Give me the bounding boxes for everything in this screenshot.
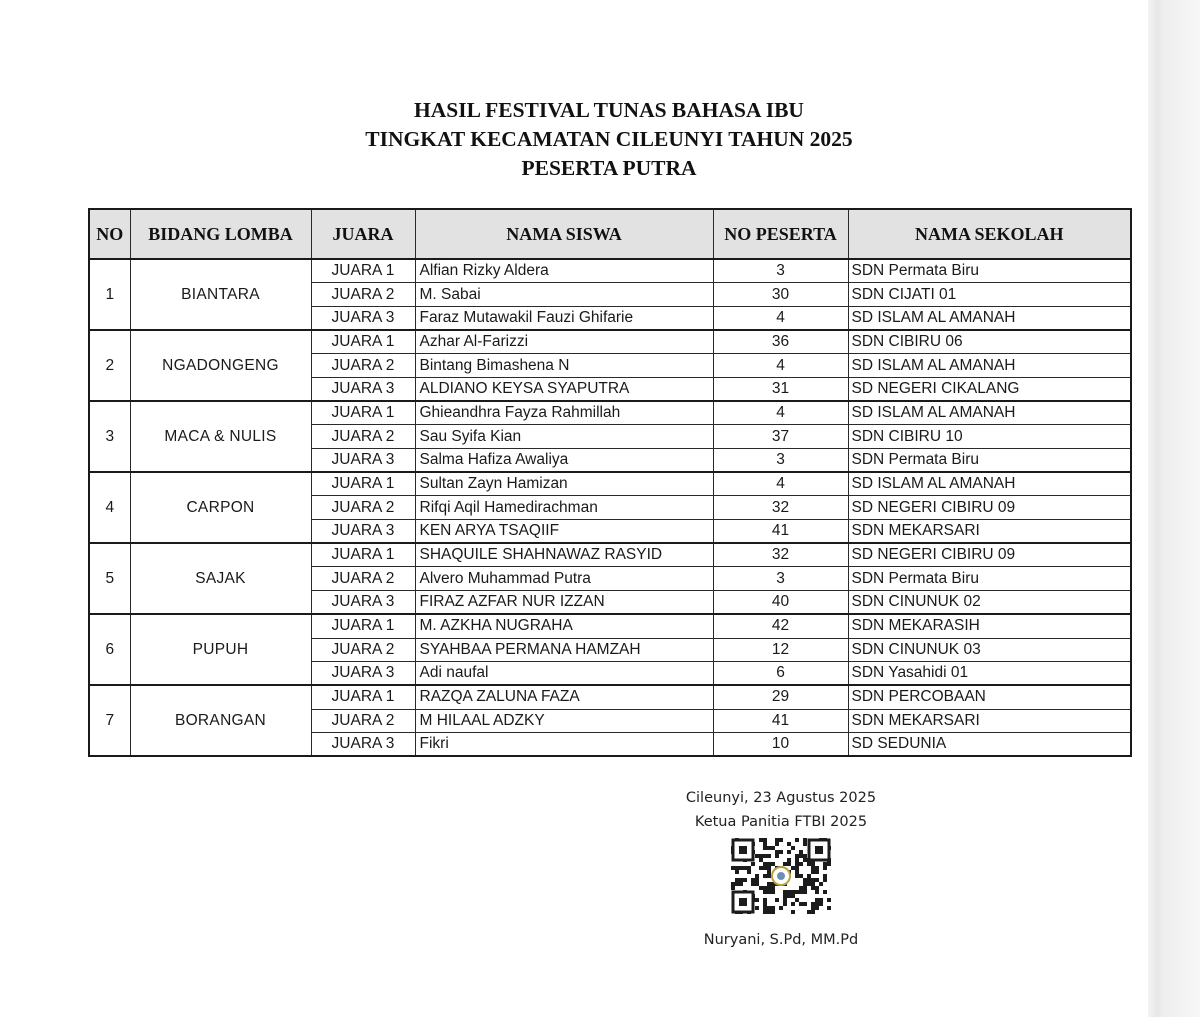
results-body <box>89 259 1131 756</box>
cell-nama-siswa: Alvero Muhammad Putra <box>415 567 713 591</box>
qr-code-icon <box>731 838 831 914</box>
cell-nama-sekolah: SDN MEKARASIH <box>848 614 1131 638</box>
signature-place-date: Cileunyi, 23 Agustus 2025 <box>685 790 877 806</box>
document-title <box>0 96 1200 183</box>
title-line-1: HASIL FESTIVAL TUNAS BAHASA IBU <box>414 98 804 122</box>
header-juara: JUARA <box>311 209 415 259</box>
cell-nama-sekolah: SDN Permata Biru <box>848 449 1131 473</box>
cell-no-peserta: 4 <box>713 354 848 378</box>
cell-nama-siswa: SHAQUILE SHAHNAWAZ RASYID <box>415 543 713 567</box>
results-table <box>88 208 1132 757</box>
signature-role: Ketua Panitia FTBI 2025 <box>694 814 868 830</box>
cell-bidang-lomba: MACA & NULIS <box>130 401 311 472</box>
table-row <box>89 259 1131 283</box>
table-header-row <box>89 209 1131 259</box>
cell-nama-sekolah: SDN MEKARSARI <box>848 709 1131 733</box>
cell-no-peserta: 6 <box>713 662 848 686</box>
signature-block <box>676 786 886 952</box>
cell-juara: JUARA 1 <box>311 543 415 567</box>
signature-name: Nuryani, S.Pd, MM.Pd <box>703 932 859 948</box>
table-row <box>89 330 1131 354</box>
table-row <box>89 685 1131 709</box>
table-row <box>89 543 1131 567</box>
header-nama-siswa: NAMA SISWA <box>415 209 713 259</box>
cell-juara: JUARA 2 <box>311 354 415 378</box>
cell-bidang-lomba: SAJAK <box>130 543 311 614</box>
cell-no-peserta: 41 <box>713 709 848 733</box>
cell-nama-sekolah: SDN Permata Biru <box>848 259 1131 283</box>
cell-nama-sekolah: SD ISLAM AL AMANAH <box>848 354 1131 378</box>
cell-juara: JUARA 1 <box>311 685 415 709</box>
cell-nama-siswa: Alfian Rizky Aldera <box>415 259 713 283</box>
cell-nama-siswa: FIRAZ AZFAR NUR IZZAN <box>415 591 713 615</box>
cell-juara: JUARA 3 <box>311 306 415 330</box>
cell-nama-siswa: KEN ARYA TSAQIIF <box>415 520 713 544</box>
cell-bidang-lomba: PUPUH <box>130 614 311 685</box>
cell-juara: JUARA 2 <box>311 425 415 449</box>
cell-no: 1 <box>89 259 130 330</box>
cell-nama-siswa: Sultan Zayn Hamizan <box>415 472 713 496</box>
table-row <box>89 472 1131 496</box>
cell-no: 3 <box>89 401 130 472</box>
cell-no-peserta: 36 <box>713 330 848 354</box>
cell-nama-siswa: SYAHBAA PERMANA HAMZAH <box>415 638 713 662</box>
cell-nama-siswa: Salma Hafiza Awaliya <box>415 449 713 473</box>
cell-no-peserta: 40 <box>713 591 848 615</box>
cell-nama-sekolah: SDN CIJATI 01 <box>848 283 1131 307</box>
cell-bidang-lomba: BORANGAN <box>130 685 311 756</box>
header-no: NO <box>89 209 130 259</box>
cell-no: 5 <box>89 543 130 614</box>
cell-juara: JUARA 3 <box>311 662 415 686</box>
cell-juara: JUARA 2 <box>311 638 415 662</box>
header-nama-sekolah: NAMA SEKOLAH <box>848 209 1131 259</box>
cell-no-peserta: 3 <box>713 259 848 283</box>
cell-juara: JUARA 3 <box>311 520 415 544</box>
cell-juara: JUARA 2 <box>311 283 415 307</box>
cell-no-peserta: 3 <box>713 449 848 473</box>
cell-no-peserta: 41 <box>713 520 848 544</box>
cell-nama-sekolah: SDN Yasahidi 01 <box>848 662 1131 686</box>
cell-nama-siswa: Rifqi Aqil Hamedirachman <box>415 496 713 520</box>
cell-no-peserta: 37 <box>713 425 848 449</box>
cell-bidang-lomba: NGADONGENG <box>130 330 311 401</box>
cell-no-peserta: 4 <box>713 401 848 425</box>
cell-nama-sekolah: SD ISLAM AL AMANAH <box>848 401 1131 425</box>
table-row <box>89 401 1131 425</box>
cell-juara: JUARA 1 <box>311 330 415 354</box>
cell-juara: JUARA 1 <box>311 614 415 638</box>
cell-nama-siswa: Ghieandhra Fayza Rahmillah <box>415 401 713 425</box>
title-line-2: TINGKAT KECAMATAN CILEUNYI TAHUN 2025 <box>365 127 853 151</box>
cell-no-peserta: 42 <box>713 614 848 638</box>
cell-no: 7 <box>89 685 130 756</box>
cell-nama-siswa: Faraz Mutawakil Fauzi Ghifarie <box>415 306 713 330</box>
cell-juara: JUARA 3 <box>311 377 415 401</box>
cell-nama-siswa: Sau Syifa Kian <box>415 425 713 449</box>
cell-juara: JUARA 1 <box>311 472 415 496</box>
cell-nama-siswa: M. AZKHA NUGRAHA <box>415 614 713 638</box>
cell-nama-sekolah: SDN Permata Biru <box>848 567 1131 591</box>
cell-nama-sekolah: SDN CINUNUK 03 <box>848 638 1131 662</box>
cell-nama-sekolah: SD NEGERI CIBIRU 09 <box>848 543 1131 567</box>
cell-nama-siswa: ALDIANO KEYSA SYAPUTRA <box>415 377 713 401</box>
title-line-3: PESERTA PUTRA <box>521 156 697 180</box>
cell-nama-sekolah: SDN CINUNUK 02 <box>848 591 1131 615</box>
cell-no-peserta: 31 <box>713 377 848 401</box>
cell-nama-sekolah: SD NEGERI CIKALANG <box>848 377 1131 401</box>
cell-nama-siswa: Adi naufal <box>415 662 713 686</box>
header-bidang-lomba: BIDANG LOMBA <box>130 209 311 259</box>
cell-juara: JUARA 1 <box>311 401 415 425</box>
cell-no: 4 <box>89 472 130 543</box>
cell-nama-siswa: M. Sabai <box>415 283 713 307</box>
cell-no: 6 <box>89 614 130 685</box>
cell-bidang-lomba: BIANTARA <box>130 259 311 330</box>
cell-nama-siswa: Bintang Bimashena N <box>415 354 713 378</box>
cell-juara: JUARA 2 <box>311 567 415 591</box>
cell-nama-sekolah: SD ISLAM AL AMANAH <box>848 306 1131 330</box>
cell-nama-siswa: Azhar Al-Farizzi <box>415 330 713 354</box>
cell-nama-sekolah: SD ISLAM AL AMANAH <box>848 472 1131 496</box>
cell-no-peserta: 3 <box>713 567 848 591</box>
cell-nama-siswa: Fikri <box>415 733 713 757</box>
cell-no-peserta: 4 <box>713 306 848 330</box>
cell-no-peserta: 32 <box>713 543 848 567</box>
cell-juara: JUARA 3 <box>311 591 415 615</box>
cell-no-peserta: 12 <box>713 638 848 662</box>
cell-no-peserta: 30 <box>713 283 848 307</box>
cell-no: 2 <box>89 330 130 401</box>
cell-no-peserta: 10 <box>713 733 848 757</box>
cell-nama-sekolah: SD SEDUNIA <box>848 733 1131 757</box>
table-row <box>89 614 1131 638</box>
cell-no-peserta: 4 <box>713 472 848 496</box>
cell-nama-sekolah: SDN CIBIRU 06 <box>848 330 1131 354</box>
cell-bidang-lomba: CARPON <box>130 472 311 543</box>
cell-no-peserta: 32 <box>713 496 848 520</box>
cell-nama-sekolah: SDN CIBIRU 10 <box>848 425 1131 449</box>
cell-juara: JUARA 1 <box>311 259 415 283</box>
cell-nama-siswa: RAZQA ZALUNA FAZA <box>415 685 713 709</box>
header-no-peserta: NO PESERTA <box>713 209 848 259</box>
cell-no-peserta: 29 <box>713 685 848 709</box>
cell-nama-siswa: M HILAAL ADZKY <box>415 709 713 733</box>
cell-juara: JUARA 3 <box>311 733 415 757</box>
cell-juara: JUARA 2 <box>311 496 415 520</box>
cell-juara: JUARA 2 <box>311 709 415 733</box>
cell-nama-sekolah: SD NEGERI CIBIRU 09 <box>848 496 1131 520</box>
cell-nama-sekolah: SDN PERCOBAAN <box>848 685 1131 709</box>
cell-juara: JUARA 3 <box>311 449 415 473</box>
cell-nama-sekolah: SDN MEKARSARI <box>848 520 1131 544</box>
